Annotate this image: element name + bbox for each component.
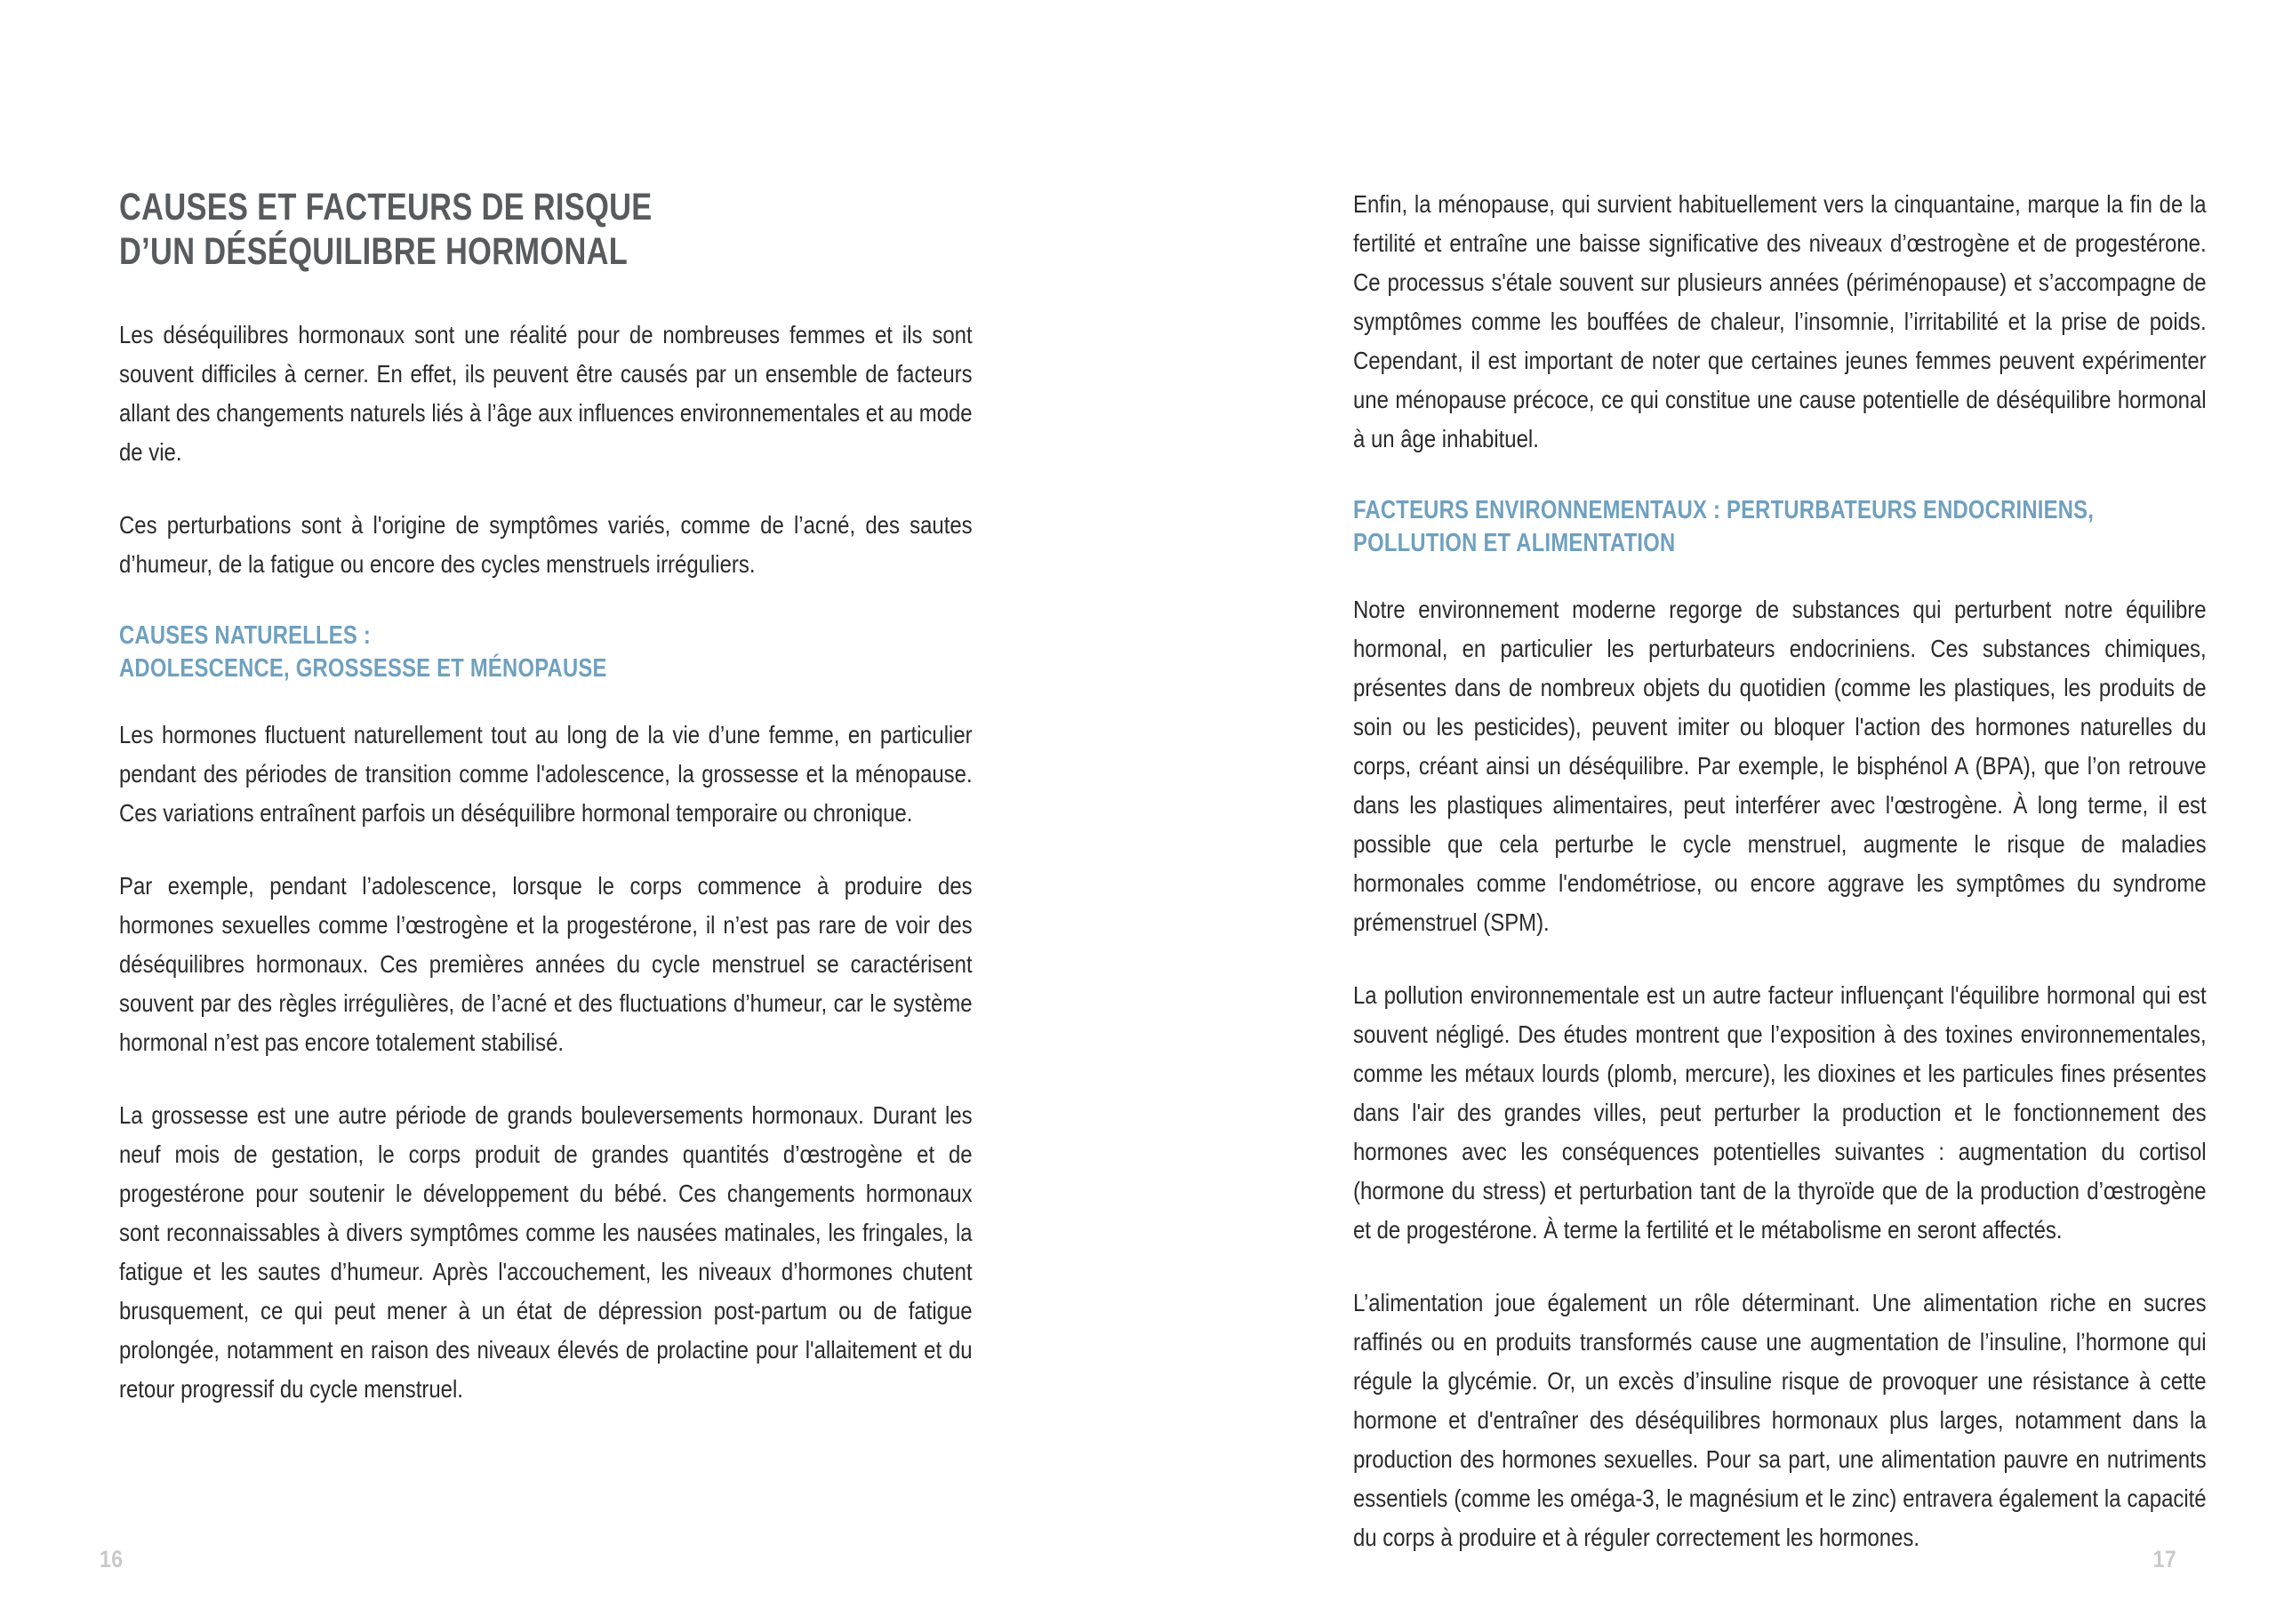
body-paragraph: La grossesse est une autre période de grands bouleversements hormonaux. Durant les neuf mois de gestation, le corps produit de grandes quantités d’œstrogène et de progestérone pour soutenir le développement du bébé. Ces changements hormonaux sont reconnaissables à divers symptômes comme les nausées matinales, les fringales, la fatigue et les sautes d’humeur. Après l'accouchement, les niveaux d’hormones chutent brusquement, ce qui peut mener à un état de dépression post-partum ou de fatigue prolongée, notamment en raison des niveaux élevés de prolactine pour l'allaitement et du retour progressif du cycle menstruel. (119, 1100, 973, 1403)
subheading-line-1: FACTEURS ENVIRONNEMENTAUX : PERTURBATEURS ENDOCRINIENS, (1353, 496, 2095, 524)
body-paragraph: Enfin, la ménopause, qui survient habituellement vers la cinquantaine, marque la fin de la fertilité et entraîne une baisse significative des niveaux d’œstrogène et de progestérone. Ce processus s'étale souvent sur plusieurs années (périménopause) et s’accompagne de symptômes comme les bouffées de chaleur, l’insomnie, l’irritabilité et la prise de poids. Cependant, il est important de noter que certaines jeunes femmes peuvent expérimenter une ménopause précoce, ce qui constitue une cause potentielle de déséquilibre hormonal à un âge inhabituel. (1353, 190, 2207, 452)
page-number-left: 16 (100, 1546, 124, 1572)
body-paragraph: Par exemple, pendant l’adolescence, lorsque le corps commence à produire des hormones sexuelles comme l’œstrogène et la progestérone, il n’est pas rare de voir des déséquilibres hormonaux. Ces premières années du cycle menstruel se caractérisent souvent par des règles irrégulières, de l’acné et des fluctuations d’humeur, car le système hormonal n’est pas encore totalement stabilisé. (119, 871, 973, 1056)
body-paragraph: Les hormones fluctuent naturellement tout au long de la vie d’une femme, en particulier pendant des périodes de transition comme l'adolescence, la grossesse et la ménopause. Ces variations entraînent parfois un déséquilibre hormonal temporaire ou chronique. (119, 720, 973, 827)
subheading-line-2: POLLUTION ET ALIMENTATION (1353, 529, 1676, 558)
page-title (119, 185, 973, 275)
page-number-right: 17 (2152, 1546, 2176, 1572)
page-right (1138, 0, 2276, 1624)
page-title-line-1: CAUSES ET FACTEURS DE RISQUE (119, 186, 653, 228)
body-paragraph: Ces perturbations sont à l'origine de symptômes variés, comme de l’acné, des sautes d’humeur, de la fatigue ou encore des cycles menstruels irréguliers. (119, 510, 973, 578)
section-subheading-natural-causes (119, 620, 973, 685)
subheading-line-2: ADOLESCENCE, GROSSESSE ET MÉNOPAUSE (119, 653, 607, 683)
subheading-line-1: CAUSES NATURELLES : (119, 620, 372, 650)
section-subheading-environmental-factors (1353, 494, 2207, 560)
body-paragraph: La pollution environnementale est un autre facteur influençant l'équilibre hormonal qui est souvent négligé. Des études montrent que l’exposition à des toxines environnementales, comme les métaux lourds (plomb, mercure), les dioxines et les particules fines présentes dans l'air des grandes villes, peut perturber la production et le fonctionnement des hormones avec les conséquences potentielles suivantes : augmentation du cortisol (hormone du stress) et perturbation tant de la thyroïde que de la production d’œstrogène et de progestérone. À terme la fertilité et le métabolisme en seront affectés. (1353, 981, 2207, 1244)
page-title-line-2: D’UN DÉSÉQUILIBRE HORMONAL (119, 230, 629, 274)
body-paragraph: Les déséquilibres hormonaux sont une réalité pour de nombreuses femmes et ils sont souvent difficiles à cerner. En effet, ils peuvent être causés par un ensemble de facteurs allant des changements naturels liés à l’âge aux influences environnementales et au mode de vie. (119, 320, 973, 466)
body-paragraph: L’alimentation joue également un rôle déterminant. Une alimentation riche en sucres raffinés ou en produits transformés cause une augmentation de l’insuline, l’hormone qui régule la glycémie. Or, un excès d’insuline risque de provoquer une résistance à cette hormone et d'entraîner des déséquilibres hormonaux plus larges, notamment dans la production des hormones sexuelles. Pour sa part, une alimentation pauvre en nutriments essentiels (comme les oméga-3, le magnésium et le zinc) entravera également la capacité du corps à produire et à réguler correctement les hormones. (1353, 1289, 2207, 1552)
subheading-text (1353, 494, 2206, 560)
right-column-content (1353, 185, 2207, 1557)
subheading-text (119, 620, 972, 685)
body-paragraph: Notre environnement moderne regorge de substances qui perturbent notre équilibre hormonal, en particulier les perturbateurs endocriniens. Ces substances chimiques, présentes dans de nombreux objets du quotidien (comme les plastiques, les produits de soin ou les pesticides), peuvent imiter ou bloquer l'action des hormones naturelles du corps, créant ainsi un déséquilibre. Par exemple, le bisphénol A (BPA), que l’on retrouve dans les plastiques alimentaires, peut interférer avec l'œstrogène. À long terme, il est possible que cela perturbe le cycle menstruel, augmente le risque de maladies hormonales comme l'endométriose, ou encore aggrave les symptômes du syndrome prémenstruel (SPM). (1353, 596, 2207, 937)
left-column-content (119, 185, 973, 1409)
